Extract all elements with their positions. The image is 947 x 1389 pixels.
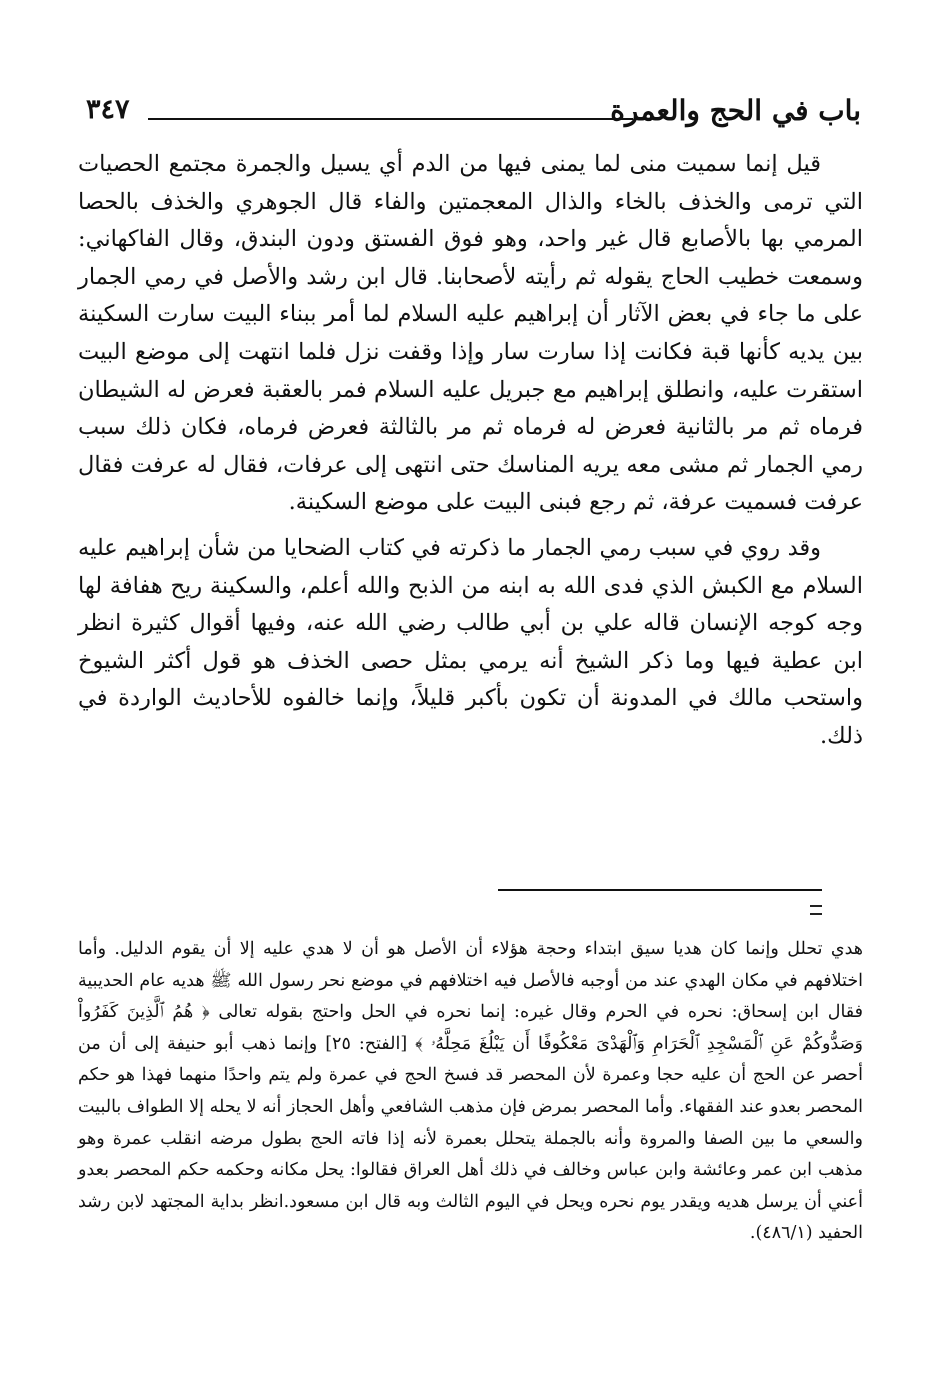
main-text xyxy=(78,146,863,756)
page-number: ٣٤٧ xyxy=(86,94,130,125)
page-header xyxy=(86,92,861,142)
paragraph: قيل إنما سميت منى لما يمنى فيها من الدم أي يسيل والجمرة مجتمع الحصيات التي ترمى والخذف بالخاء والذال المعجمتين والفاء قال الجوهري والخذف بالحصا المرمي بها بالأصابع قال غير واحد، وهو فوق الفستق ودون البندق، وقال الفاكهاني: وسمعت خطيب الحاج يقوله ثم رأيته لأصحابنا. قال ابن رشد والأصل في رمي الجمار على ما جاء في بعض الآثار أن إبراهيم عليه السلام لما أمر ببناء البيت سارت السكينة بين يديه كأنها قبة فكانت إذا سارت سار وإذا وقفت نزل فلما انتهت إلى موضع البيت استقرت عليه، وانطلق إبراهيم مع جبريل عليه السلام فمر بالعقبة فعرض له الشيطان فرماه ثم مر بالثانية فعرض له فرماه ثم مر بالثالثة فعرض فرماه، فكان ذلك سبب رمي الجمار ثم مشى معه يريه المناسك حتى انتهى إلى عرفات، فقال له عرفت فقال عرفت فسميت عرفة، ثم رجع فبنى البيت على موضع السكينة. xyxy=(78,151,863,516)
footnote-paragraph: هدي تحلل وإنما كان هديا سيق ابتداء وحجة هؤلاء أن الأصل هو أن لا هدي عليه إلا أن يقوم الدليل. وأما اختلافهم في مكان الهدي عند من أوجبه فالأصل فيه اختلافهم في موضع نحر رسول الله ﷺ هديه عام الحديبية فقال ابن إسحاق: نحره في الحرم وقال غيره: إنما نحره في الحل واحتج بقوله تعالى ﴿ هُمُ ٱلَّذِينَ كَفَرُواْ وَصَدُّوكُمْ عَنِ ٱلْمَسْجِدِ ٱلْحَرَامِ وَٱلْهَدْىَ مَعْكُوفًا أَن يَبْلُغَ مَحِلَّهُۥ ﴾ [الفتح: ٢٥] وإنما ذهب أبو حنيفة إلى أن من أحصر عن الحج أن عليه حجا وعمرة لأن المحصر قد فسخ الحج في عمرة ولم يتم واحدًا منهما فهذا هو حكم المحصر بعدو عند الفقهاء. وأما المحصر بمرض فإن مذهب الشافعي وأهل الحجاز أنه لا يحله إلا الطواف بالبيت والسعي ما بين الصفا والمروة وأنه بالجملة يتحلل بعمرة لأنه إذا فاته الحج بطول مرضه انقلب عمرة وهو مذهب ابن عمر وعائشة وابن عباس وخالف في ذلك أهل العراق فقالوا: يحل مكانه وحكمه حكم المحصر بعدو أعني أن يرسل هديه ويقدر يوم نحره ويحل في اليوم الثالث وبه قال ابن مسعود.انظر بداية المجتهد لابن رشد الحفيد (٤٨٦/١). xyxy=(78,939,864,1244)
footnote-marker xyxy=(810,905,822,915)
footnote-separator xyxy=(498,889,822,891)
running-title: باب في الحج والعمرة xyxy=(610,94,861,127)
footnote xyxy=(78,934,863,1250)
paragraph: وقد روي في سبب رمي الجمار ما ذكرته في كتاب الضحايا من شأن إبراهيم عليه السلام مع الكبش الذي فدى الله به ابنه من الذبح والله أعلم، والسكينة ريح هفافة لها وجه كوجه الإنسان قاله علي بن أبي طالب رضي الله عنه، وفيها أقوال كثيرة انظر ابن عطية فيها وما ذكر الشيخ أنه يرمي بمثل حصى الخذف هو قول أكثر الشيوخ واستحب مالك في المدونة أن تكون بأكبر قليلاً، وإنما خالفوه للأحاديث الواردة في ذلك. xyxy=(78,534,863,749)
header-rule xyxy=(148,118,633,120)
